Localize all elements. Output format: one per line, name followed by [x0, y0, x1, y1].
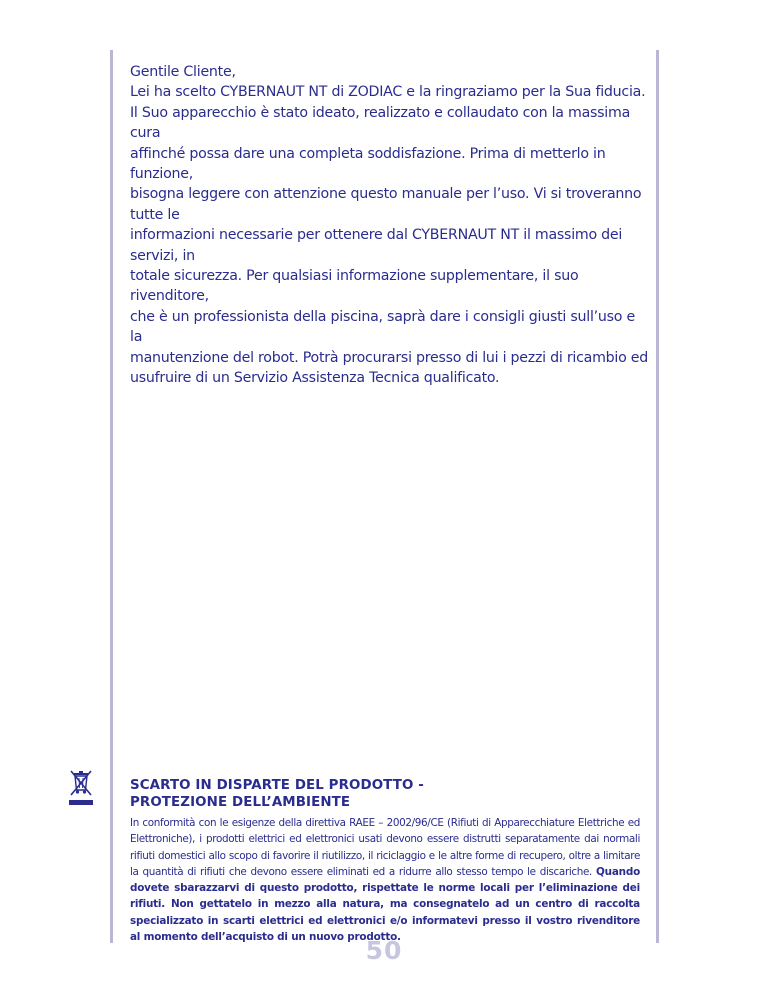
crossed-out-wheelie-bin-icon	[67, 768, 95, 808]
right-margin-rule	[656, 50, 659, 943]
disposal-title-line: SCARTO IN DISPARTE DEL PRODOTTO -	[130, 778, 424, 793]
intro-line: Lei ha scelto CYBERNAUT NT di ZODIAC e la ringraziamo per la Sua fiducia.	[130, 84, 646, 101]
disposal-section-body	[130, 815, 640, 945]
disposal-section-title	[130, 777, 650, 811]
intro-line: totale sicurezza. Per qualsiasi informazione supplementare, il suo rivenditore,	[130, 268, 579, 305]
disposal-body-regular: In conformità con le esigenze della direttiva RAEE – 2002/96/CE (Rifiuti di Apparecchiature Elettriche ed Elettroniche), i prodotti elettrici ed elettronici usati devono essere distrutti separatamente dai normali rifiuti domestici allo scopo di favorire il riutilizzo, il riciclaggio e le altre forme di recupero, oltre a limitare la quantità di rifiuti che devono essere eliminati ed a ridurre allo stesso tempo le discariche.	[130, 817, 640, 878]
intro-line: bisogna leggere con attenzione questo manuale per l’uso. Vi si troveranno tutte le	[130, 186, 642, 223]
intro-letter	[130, 62, 650, 389]
intro-line: che è un professionista della piscina, saprà dare i consigli giusti sull’uso e la	[130, 308, 635, 346]
intro-line: Gentile Cliente,	[130, 64, 236, 80]
intro-line: Il Suo apparecchio è stato ideato, realizzato e collaudato con la massima cura	[130, 104, 631, 142]
intro-line: usufruire di un Servizio Assistenza Tecnica qualificato.	[130, 370, 500, 387]
disposal-title-line: PROTEZIONE DELL’AMBIENTE	[130, 795, 351, 810]
disposal-body-bold: Quando dovete sbarazzarvi di questo prodotto, rispettate le norme locali per l’eliminazione dei rifiuti. Non gettatelo in mezzo alla natura, ma consegnatelo ad un centro di raccolta specializzato in scarti elettrici ed elettronici e/o informatevi presso il vostro rivenditore al momento dell’acquisto di un nuovo prodotto.	[130, 865, 641, 944]
intro-line: informazioni necessarie per ottenere dal CYBERNAUT NT il massimo dei servizi, in	[130, 227, 623, 264]
left-margin-rule	[110, 50, 113, 943]
intro-line: affinché possa dare una completa soddisfazione. Prima di metterlo in funzione,	[130, 145, 606, 183]
page-number: 50	[365, 936, 403, 965]
intro-line: manutenzione del robot. Potrà procurarsi presso di lui i pezzi di ricambio ed	[130, 349, 649, 366]
